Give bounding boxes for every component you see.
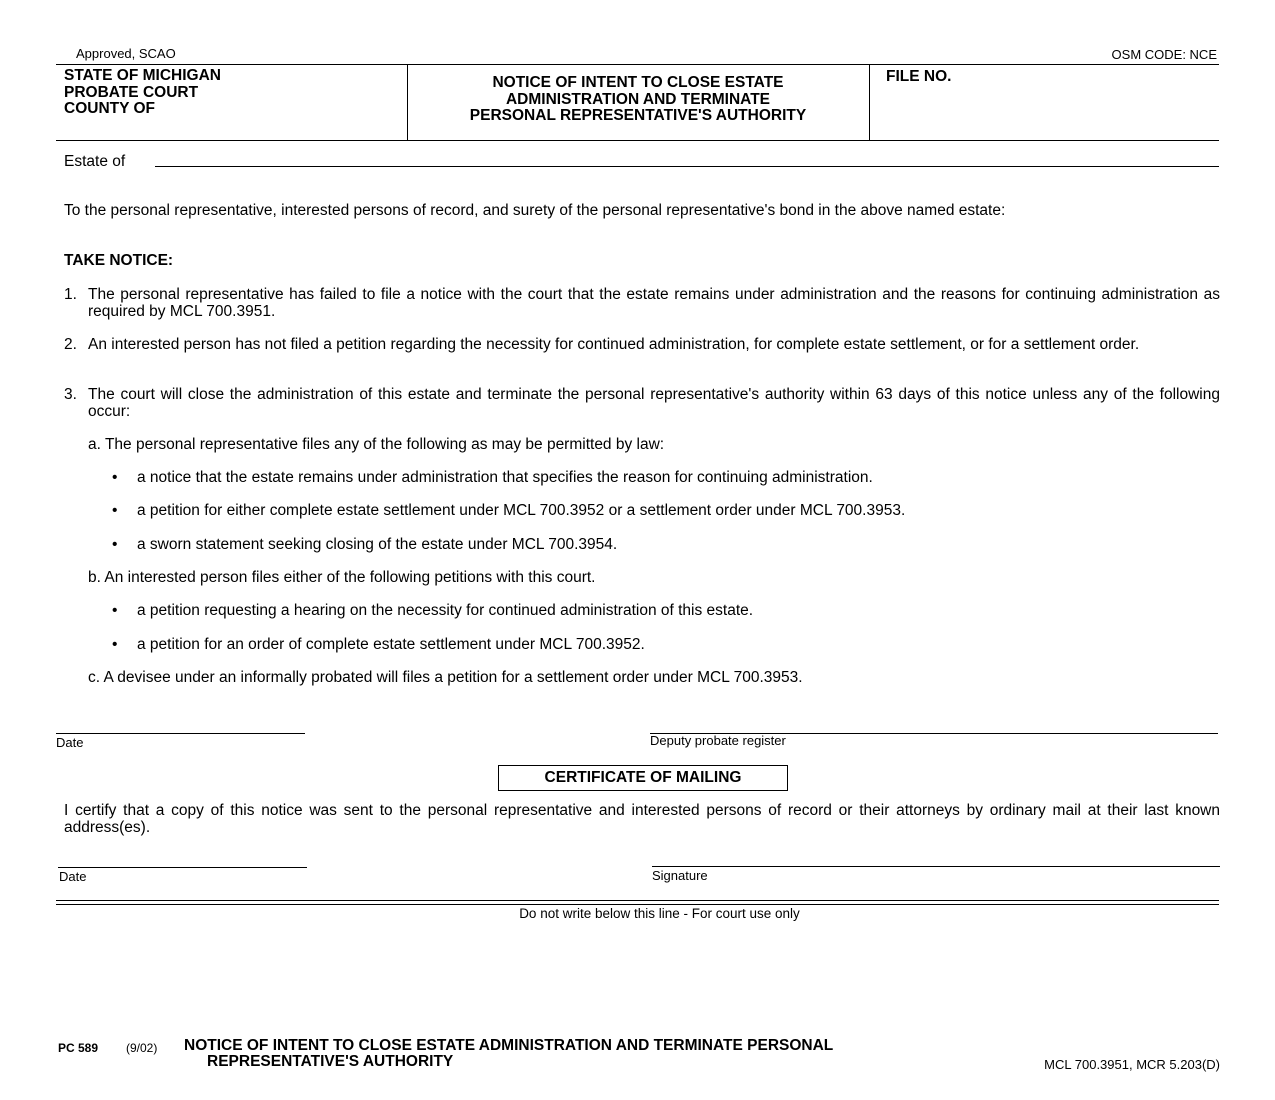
approved-label: Approved, SCAO xyxy=(76,46,176,61)
item-text: An interested person has not filed a petition regarding the necessity for continued administration, for complete estate settlement, or for a settlement order. xyxy=(88,336,1140,353)
notice-item-1 xyxy=(64,286,1220,320)
bullet-text: a petition for either complete estate settlement under MCL 700.3952 or a settlement order under MCL 700.3953. xyxy=(137,502,906,519)
sub-item-c: c. A devisee under an informally probated will files a petition for a settlement order under MCL 700.3953. xyxy=(88,669,803,686)
item-number: 2. xyxy=(64,336,77,353)
bullet-marker: • xyxy=(112,469,118,486)
bullet-text: a sworn statement seeking closing of the estate under MCL 700.3954. xyxy=(137,536,618,553)
court-use-rule-top xyxy=(56,900,1219,901)
take-notice-heading: TAKE NOTICE: xyxy=(64,252,174,269)
bullet-text: a petition requesting a hearing on the necessity for continued administration of this estate. xyxy=(137,602,754,619)
form-revision-date: (9/02) xyxy=(126,1041,158,1055)
bullet-text: a petition for an order of complete estate settlement under MCL 700.3952. xyxy=(137,636,645,653)
court-name: PROBATE COURT xyxy=(64,83,199,101)
bullet-marker: • xyxy=(112,602,118,619)
osm-code: OSM CODE: NCE xyxy=(1111,47,1217,62)
form-number: PC 589 xyxy=(58,1041,99,1055)
notice-item-2 xyxy=(64,336,1220,353)
bullet-marker: • xyxy=(112,502,118,519)
form-title xyxy=(408,75,868,125)
signature-line[interactable] xyxy=(652,866,1220,867)
court-use-label: Do not write below this line - For court use only xyxy=(519,906,800,921)
bullet-marker: • xyxy=(112,536,118,553)
item-number: 3. xyxy=(64,386,77,403)
item-text: The personal representative has failed to file a notice with the court that the estate remains under administration and the reasons for continuing administration as required by MCL 700.3951. xyxy=(88,286,1220,320)
sub-item-b: b. An interested person files either of the following petitions with this court. xyxy=(88,569,596,586)
certificate-heading: CERTIFICATE OF MAILING xyxy=(498,765,788,791)
form-title-line-1: NOTICE OF INTENT TO CLOSE ESTATE xyxy=(492,74,784,91)
bullet-a-1 xyxy=(112,469,873,486)
certificate-text: I certify that a copy of this notice was sent to the personal representative and interested persons of record or their attorneys by ordinary mail at their last known address(es). xyxy=(64,802,1220,836)
estate-label: Estate of xyxy=(64,153,126,170)
header-divider-right xyxy=(869,64,870,141)
court-state: STATE OF MICHIGAN xyxy=(64,67,221,84)
header-bottom-rule xyxy=(56,140,1219,141)
form-title-line-2: ADMINISTRATION AND TERMINATE xyxy=(505,90,771,108)
bullet-b-2 xyxy=(112,636,645,653)
bullet-text: a notice that the estate remains under administration that specifies the reason for continuing administration. xyxy=(137,469,873,486)
date-label-2: Date xyxy=(59,869,87,884)
header-top-rule xyxy=(56,64,1219,65)
court-heading xyxy=(64,68,221,118)
bullet-b-1 xyxy=(112,602,753,619)
sub-item-a: a. The personal representative files any of the following as may be permitted by law: xyxy=(88,436,665,453)
date-line-2[interactable] xyxy=(58,867,307,868)
form-title-line-3: PERSONAL REPRESENTATIVE'S AUTHORITY xyxy=(469,107,807,124)
bullet-a-2 xyxy=(112,502,905,519)
court-use-rule-bottom xyxy=(56,904,1219,905)
intro-text: To the personal representative, interested persons of record, and surety of the personal representative's bond in the above named estate: xyxy=(64,202,1006,219)
notice-item-3 xyxy=(64,386,1220,420)
footer-citation: MCL 700.3951, MCR 5.203(D) xyxy=(1044,1057,1220,1072)
item-text: The court will close the administration of this estate and terminate the personal representative's authority within 63 days of this notice unless any of the following occur: xyxy=(88,386,1220,420)
date-line-1[interactable] xyxy=(56,733,305,734)
date-label-1: Date xyxy=(56,735,84,750)
item-number: 1. xyxy=(64,286,77,303)
court-county-label: COUNTY OF xyxy=(64,100,155,117)
bullet-a-3 xyxy=(112,536,617,553)
bullet-marker: • xyxy=(112,636,118,653)
estate-name-field[interactable] xyxy=(155,166,1219,167)
footer-title-line-2: REPRESENTATIVE'S AUTHORITY xyxy=(207,1053,454,1070)
file-no-label: FILE NO. xyxy=(886,68,952,85)
register-label: Deputy probate register xyxy=(650,733,786,748)
footer-title-line-1: NOTICE OF INTENT TO CLOSE ESTATE ADMINISTRATION AND TERMINATE PERSONAL xyxy=(184,1037,834,1054)
signature-label: Signature xyxy=(652,868,708,883)
